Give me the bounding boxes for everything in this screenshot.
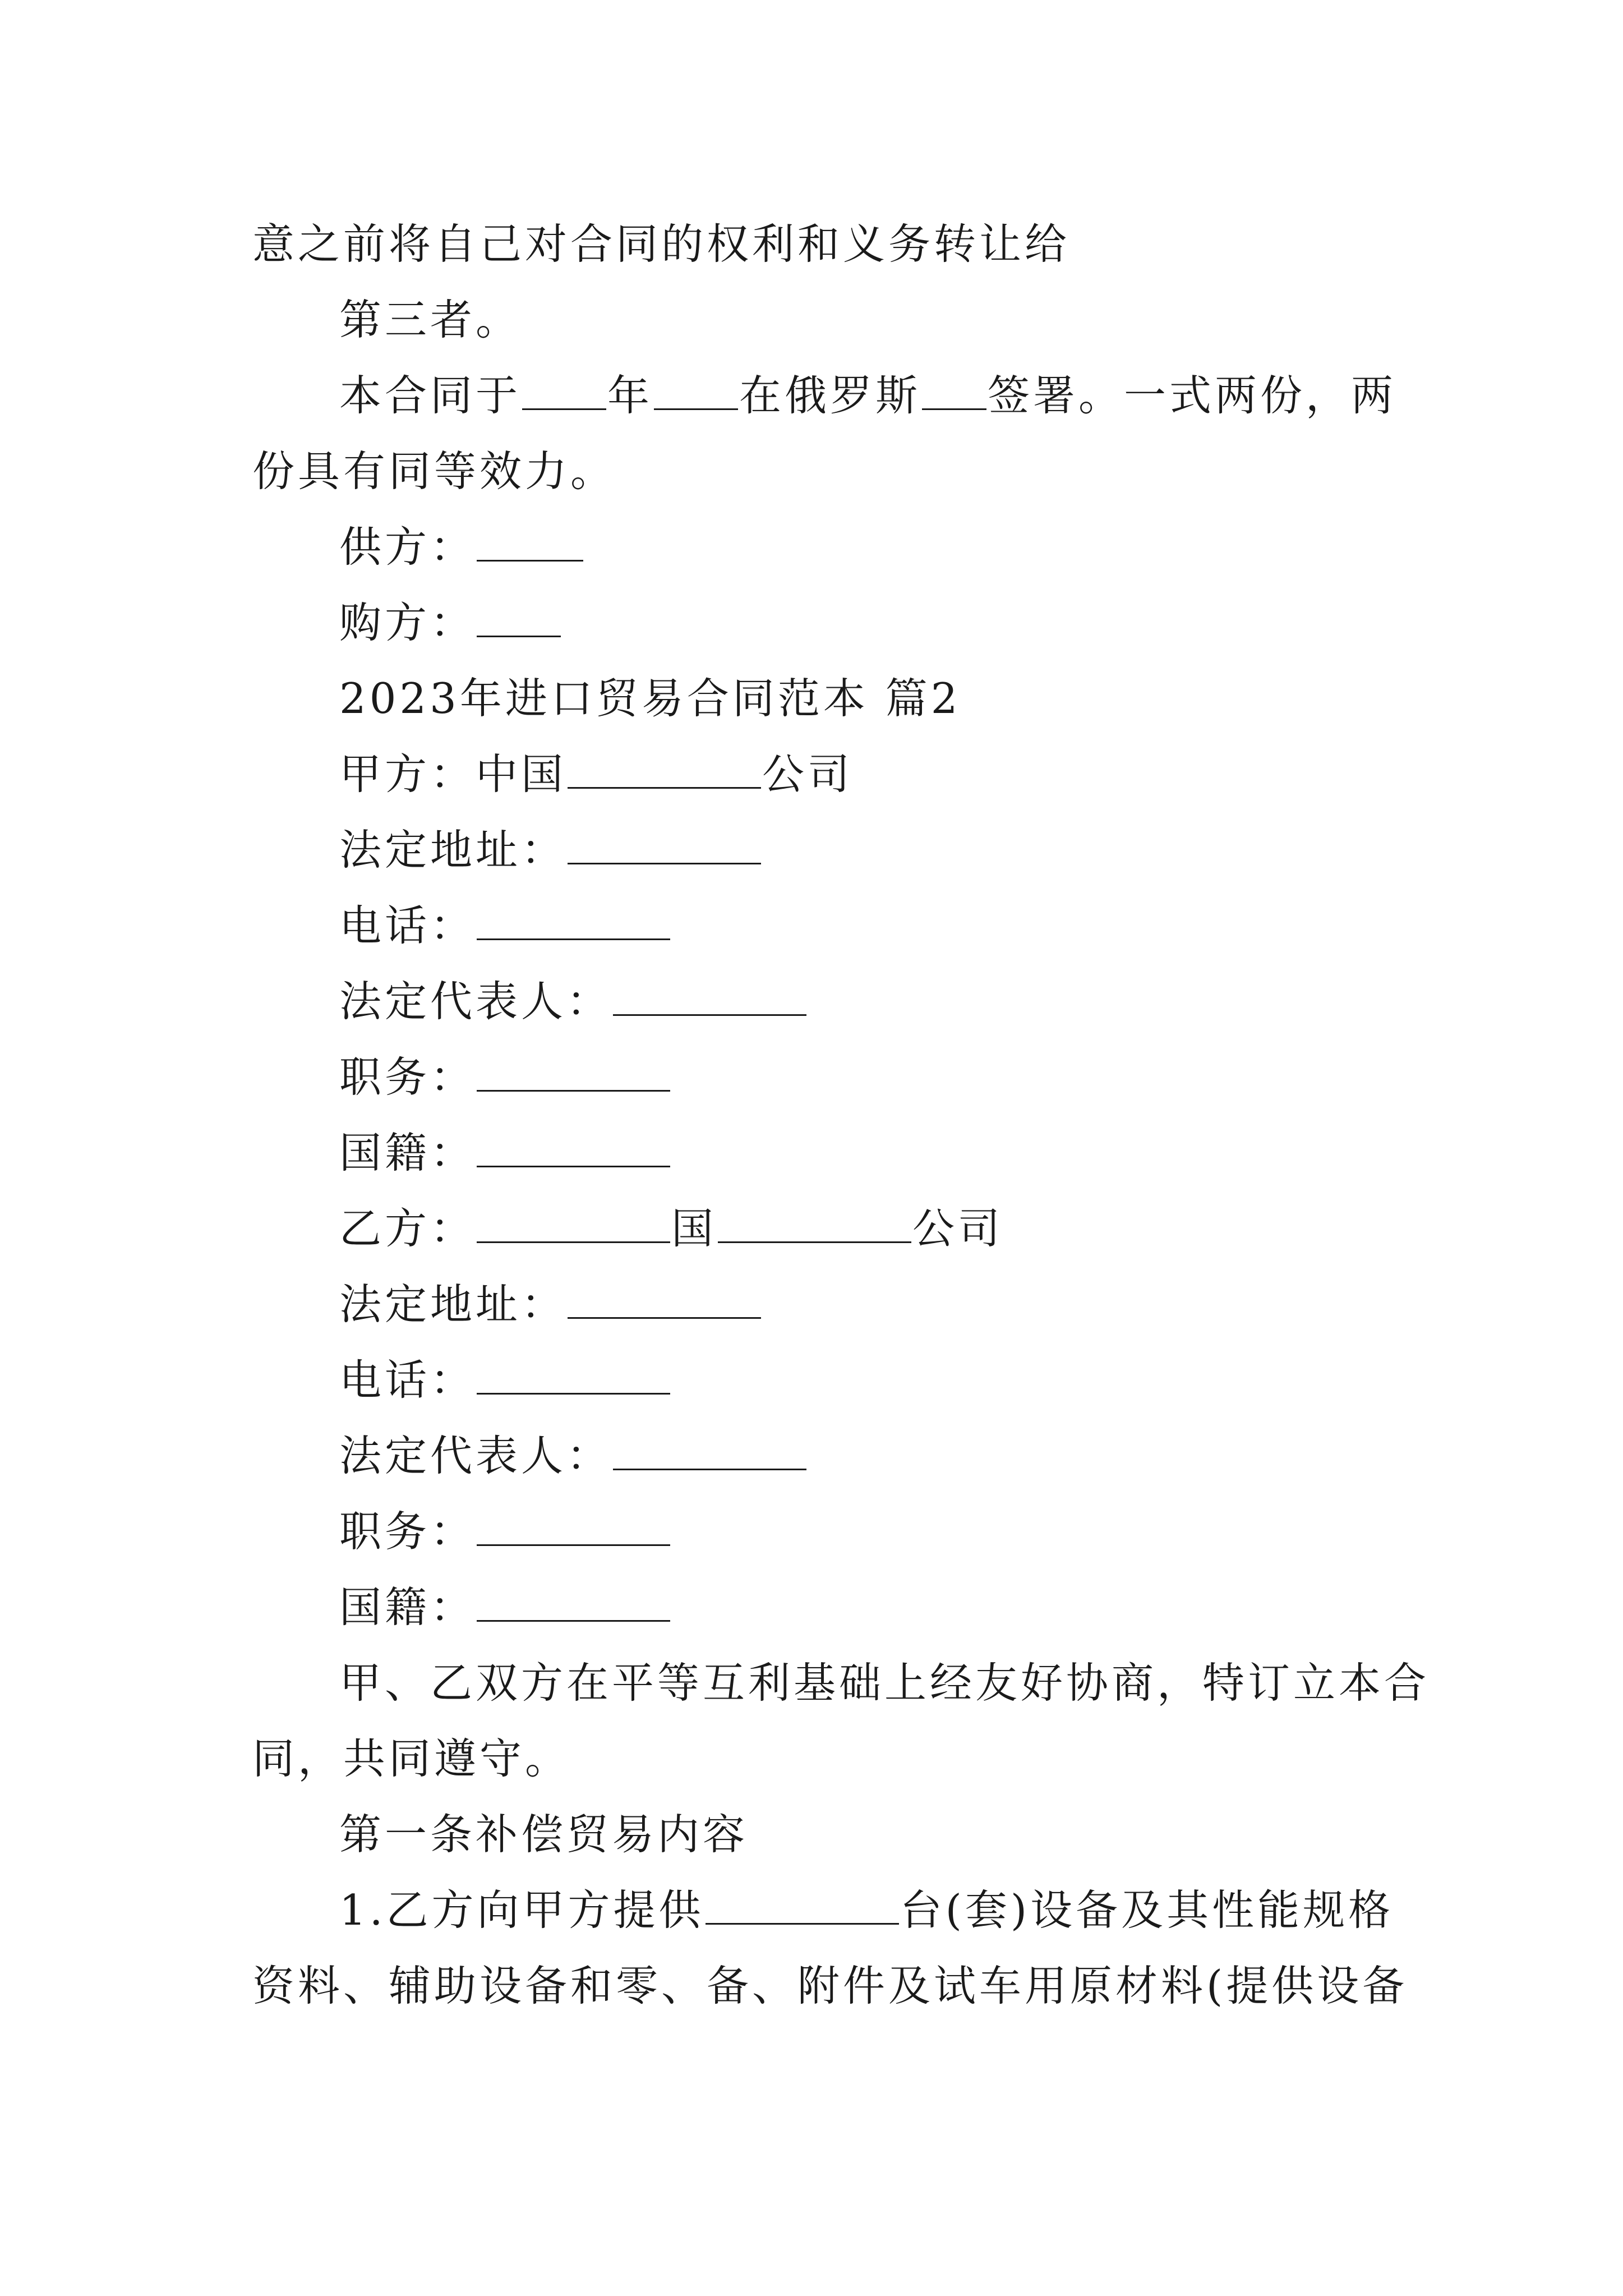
party-a-rep-blank[interactable] (613, 975, 806, 1016)
party-b-country-suffix: 国 (671, 1204, 717, 1253)
party-b-title-blank[interactable] (477, 1505, 670, 1546)
party-a-phone-line (339, 898, 1385, 954)
text-line-2 (339, 292, 1385, 348)
party-a-company-blank[interactable] (568, 748, 761, 789)
party-a-phone-blank[interactable] (477, 899, 670, 940)
party-b-phone-label: 电话： (339, 1355, 476, 1405)
party-a-title-label: 职务： (339, 1052, 476, 1102)
party-b-company-suffix: 公司 (912, 1204, 1004, 1253)
party-a-nationality-blank[interactable] (477, 1126, 670, 1167)
party-b-label: 乙方： (339, 1204, 476, 1253)
party-a-phone-label: 电话： (339, 901, 476, 950)
line-24-text: 资料、辅助设备和零、备、附件及试车用原材料(提供设备 (252, 1961, 1408, 2010)
text-line-4 (252, 443, 1385, 499)
line-21-text: 同，共同遵守。 (252, 1734, 571, 1783)
party-b-phone-line (339, 1352, 1385, 1408)
section-heading (339, 670, 1385, 726)
party-b-phone-blank[interactable] (477, 1354, 670, 1395)
line-23-text-a: 1.乙方向甲方提供 (339, 1885, 704, 1935)
party-a-address-line (339, 822, 1385, 878)
line-2-text: 第三者。 (339, 295, 522, 344)
party-a-title-line (339, 1049, 1385, 1105)
date-year-blank[interactable] (522, 369, 606, 410)
place-blank[interactable] (922, 369, 986, 410)
party-b-line (339, 1200, 1385, 1257)
party-b-company-blank[interactable] (718, 1202, 911, 1243)
party-a-nationality-line (339, 1125, 1385, 1181)
buyer-label: 购方： (339, 598, 476, 647)
party-a-label: 甲方：中国 (339, 749, 567, 799)
text-line-23 (339, 1882, 1394, 1938)
text-line-1 (252, 216, 1385, 272)
line-23-text-b: 台(套)设备及其性能规格 (900, 1885, 1394, 1935)
party-b-address-line (339, 1276, 1385, 1332)
party-a-nationality-label: 国籍： (339, 1128, 476, 1177)
line-3-text-c: 在俄罗斯 (739, 371, 921, 420)
party-a-address-label: 法定地址： (339, 825, 567, 875)
party-b-rep-blank[interactable] (613, 1429, 806, 1470)
party-a-address-blank[interactable] (568, 823, 761, 864)
party-b-rep-label: 法定代表人： (339, 1431, 612, 1480)
party-a-suffix: 公司 (762, 749, 854, 799)
party-b-rep-line (339, 1428, 1385, 1484)
text-line-24 (252, 1958, 1408, 2014)
party-b-country-blank[interactable] (477, 1202, 670, 1243)
equipment-count-blank[interactable] (706, 1884, 899, 1925)
party-b-address-blank[interactable] (568, 1278, 761, 1319)
article-heading-text: 第一条补偿贸易内容 (339, 1810, 749, 1859)
date-blank[interactable] (654, 369, 738, 410)
party-a-line (339, 746, 1385, 802)
party-b-title-label: 职务： (339, 1507, 476, 1556)
line-3-text-a: 本合同于 (339, 371, 522, 420)
text-line-20 (339, 1655, 1430, 1711)
line-20-text: 甲、乙双方在平等互利基础上经友好协商，特订立本合 (339, 1658, 1430, 1708)
buyer-line (339, 595, 1385, 651)
party-a-rep-label: 法定代表人： (339, 977, 612, 1026)
party-b-nationality-line (339, 1579, 1385, 1635)
party-b-nationality-blank[interactable] (477, 1581, 670, 1622)
line-3-text-b: 年 (607, 371, 653, 420)
line-4-text: 份具有同等效力。 (252, 447, 616, 496)
line-1-text: 意之前将自己对合同的权利和义务转让给 (252, 219, 1071, 269)
party-b-nationality-label: 国籍： (339, 1582, 476, 1632)
buyer-blank[interactable] (477, 596, 561, 637)
supplier-line (339, 519, 1385, 575)
supplier-label: 供方： (339, 522, 476, 572)
party-b-title-line (339, 1503, 1385, 1559)
supplier-blank[interactable] (477, 521, 583, 562)
line-3-text-d: 签署。一式两份，两 (988, 371, 1397, 420)
article-heading (339, 1806, 1385, 1862)
text-line-21 (252, 1731, 1385, 1787)
party-a-title-blank[interactable] (477, 1051, 670, 1092)
party-b-address-label: 法定地址： (339, 1280, 567, 1329)
party-a-rep-line (339, 973, 1385, 1029)
section-heading-text: 2023年进口贸易合同范本 篇2 (339, 674, 961, 723)
text-line-3 (339, 367, 1397, 424)
